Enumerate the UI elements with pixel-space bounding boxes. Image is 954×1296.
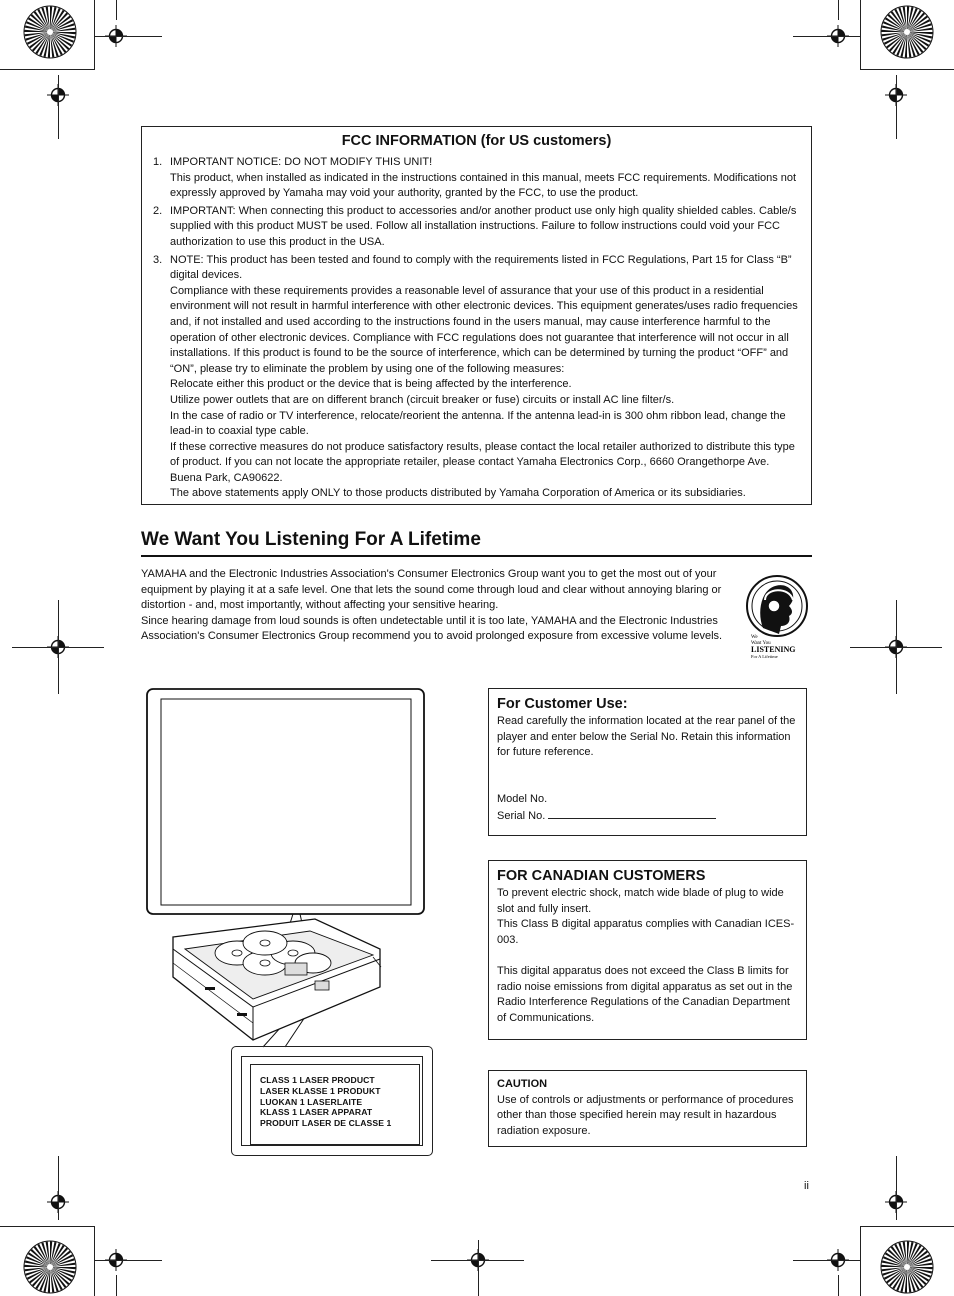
caution-title: CAUTION <box>497 1078 548 1090</box>
fcc-item-paragraph: IMPORTANT NOTICE: DO NOT MODIFY THIS UNIT! <box>170 156 433 168</box>
listening-heading: We Want You Listening For A Lifetime <box>141 529 481 550</box>
laser-label-line: LASER KLASSE 1 PRODUKT <box>260 1085 381 1096</box>
fcc-item-paragraph: This product, when installed as indicated in the instructions contained in this manual, meets FCC requirements. Modifications not expressly approved by Yamaha may void your authority, granted by the FCC, to use the product. <box>170 171 797 200</box>
fcc-list <box>152 155 799 504</box>
logo-we: We <box>751 635 758 640</box>
listening-logo <box>741 570 811 662</box>
fcc-item-paragraph: The above statements apply ONLY to those products distributed by Yamaha Corporation of America or its subsidiaries. <box>170 487 746 500</box>
listening-text <box>141 567 731 645</box>
fcc-item <box>152 155 799 202</box>
caution-text: Use of controls or adjustments or performance of procedures other than those specified herein may result in hazardous radiation exposure. <box>497 1093 794 1137</box>
listening-paragraph: YAMAHA and the Electronic Industries Association's Consumer Electronics Group want you to get the most out of your equipment by playing it at a safe level. One that lets the sound come through loud and clear without annoying blaring or distortion - and, most importantly, without affecting your sensitive hearing. <box>141 568 722 612</box>
fcc-item-paragraph: Compliance with these requirements provides a reasonable level of assurance that your use of this product in a residential environment will not result in harmful interference with other electronic devices. This equipment generates/uses radio frequencies and, if not installed and used according to the instructions found in the users manual, may cause interference harmful to the operation of other electronic devices. Compliance with FCC regulations does not guarantee that interference will not occur in all installations. If this product is found to be the source of interference, which can be determined by turning the product “OFF” and “ON”, please try to eliminate the problem by using one of the following measures: <box>170 284 798 375</box>
fcc-item-number: 2. <box>153 204 163 217</box>
laser-label-line: CLASS 1 LASER PRODUCT <box>260 1075 375 1085</box>
canadian-customers-box <box>488 860 807 1040</box>
logo-want-you: Want You <box>751 641 771 646</box>
page-number: ii <box>804 1180 809 1192</box>
listening-paragraph: Since hearing damage from loud sounds is often undetectable until it is too late, YAMAHA and the Electronic Industries Association's Consumer Electronics Group recommend you to avoid prolonged exposure from excessive volume levels. <box>141 614 723 643</box>
canadian-paragraph: This digital apparatus does not exceed the Class B limits for radio noise emissions from digital apparatus as set out in the Radio Interference Regulations of the Canadian Department of Communications. <box>497 964 793 1024</box>
canadian-title: FOR CANADIAN CUSTOMERS <box>497 868 706 884</box>
logo-listening: LISTENING <box>751 645 796 654</box>
customer-use-box <box>488 688 807 836</box>
heading-rule <box>141 555 812 557</box>
canadian-paragraph: To prevent electric shock, match wide blade of plug to wide slot and fully insert. <box>497 887 784 915</box>
starburst-icon <box>23 1240 77 1294</box>
model-no-label: Model No. <box>497 792 548 805</box>
fcc-item-paragraph: Utilize power outlets that are on different branch (circuit breaker or fuse) circuits or install AC line filter/s. <box>170 393 675 406</box>
starburst-icon <box>880 1240 934 1294</box>
fcc-title: FCC INFORMATION (for US customers) <box>341 133 612 149</box>
fcc-item-number: 3. <box>153 253 163 266</box>
fcc-item-number: 1. <box>153 156 163 168</box>
logo-for-a-lifetime: For A Lifetime <box>751 654 778 659</box>
customer-use-text: Read carefully the information located at the rear panel of the player and enter below the Serial No. Retain this information for future reference. <box>497 715 796 759</box>
fcc-information-box <box>141 126 812 505</box>
fcc-item-paragraph: NOTE: This product has been tested and found to comply with the requirements listed in FCC Regulations, Part 15 for Class “B” digital devices. <box>170 253 792 282</box>
fcc-item-paragraph: In the case of radio or TV interference, relocate/reorient the antenna. If the antenna lead-in is 300 ohm ribbon lead, change the lead-in to coaxial type cable. <box>170 409 786 438</box>
caution-box <box>488 1070 807 1147</box>
serial-no-label: Serial No. <box>497 809 546 822</box>
laser-label-line: LUOKAN 1 LASERLAITE <box>260 1096 363 1107</box>
laser-label-line: KLASS 1 LASER APPARAT <box>260 1107 373 1118</box>
fcc-item <box>152 204 799 251</box>
fcc-item-paragraph: IMPORTANT: When connecting this product to accessories and/or another product use only high quality shielded cables. Cable/s supplied with this product MUST be used. Follow all installation instructions. Failure to follow instructions could void your FCC authorization to use this product in the USA. <box>170 204 797 248</box>
canadian-paragraph: This Class B digital apparatus complies with Canadian ICES-003. <box>497 918 795 946</box>
laser-label <box>231 1046 433 1156</box>
laser-label-text <box>250 1064 420 1145</box>
serial-no-field <box>548 808 716 819</box>
customer-use-title: For Customer Use: <box>497 696 628 712</box>
starburst-icon <box>880 5 934 59</box>
fcc-item <box>152 253 799 503</box>
starburst-icon <box>23 5 77 59</box>
laser-label-line: PRODUIT LASER DE CLASSE 1 <box>260 1118 392 1129</box>
fcc-item-paragraph: If these corrective measures do not produce satisfactory results, please contact the local retailer authorized to distribute this type of product. If you can not locate the appropriate retailer, please contact Yamaha Electronics Corp., 6660 Orangethorpe Ave. Buena Park, CA90622. <box>170 440 795 484</box>
fcc-item-paragraph: Relocate either this product or the device that is being affected by the interference. <box>170 378 572 391</box>
